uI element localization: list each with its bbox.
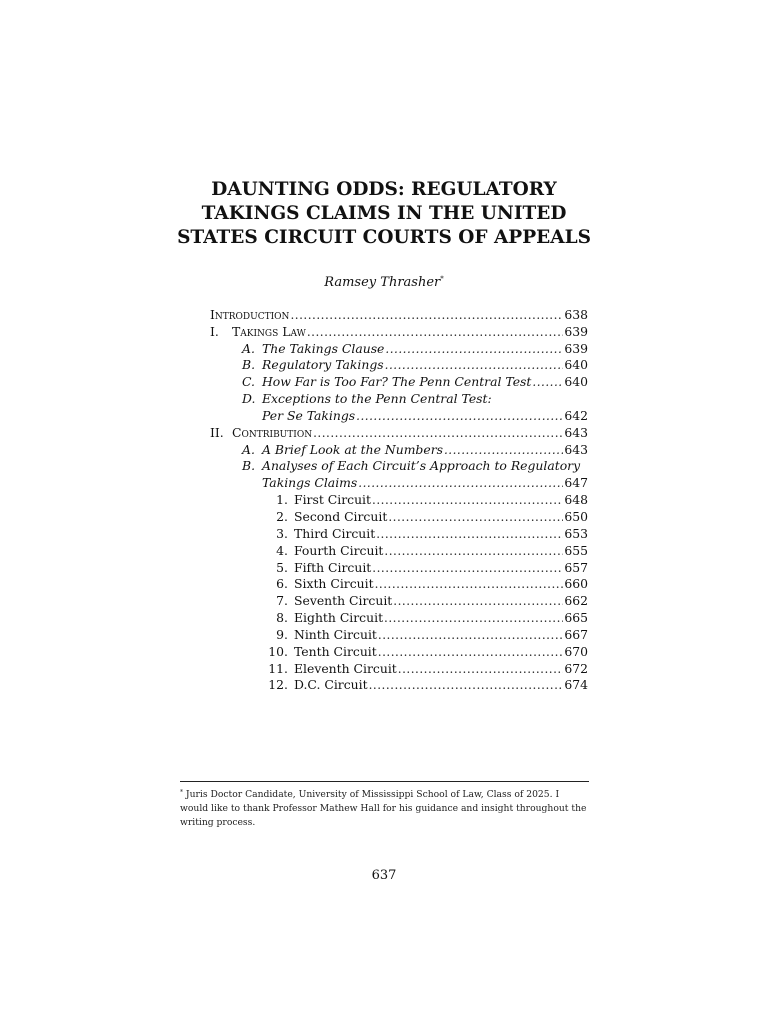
title-line-2: TAKINGS CLAIMS IN THE UNITED: [201, 203, 567, 224]
toc-number: 2.: [276, 508, 288, 524]
toc-label: Regulatory Takings: [262, 357, 384, 373]
toc-label: Analyses of Each Circuit’s Approach to Regulatory: [262, 458, 581, 474]
toc-label: Takings Claims: [262, 475, 358, 491]
toc-label: Contribution: [232, 424, 313, 440]
toc-number: 12.: [268, 677, 288, 693]
toc-page: 640: [564, 374, 588, 390]
toc-entry-circuit: [210, 524, 588, 541]
toc-label: Sixth Circuit: [294, 576, 374, 592]
toc-leader-dots: [385, 358, 564, 372]
toc-leader-dots: [376, 527, 563, 541]
footnote-divider: [180, 781, 589, 782]
toc-entry-2b-continued: [210, 473, 588, 490]
toc-leader-dots: [307, 325, 564, 339]
toc-number: 1.: [276, 492, 288, 508]
toc-number: A.: [242, 441, 255, 457]
toc-number: D.: [242, 391, 256, 407]
toc-page: 670: [564, 643, 588, 659]
toc-leader-dots: [372, 493, 563, 507]
toc-entry-2a: [210, 440, 588, 457]
toc-page: 650: [564, 508, 588, 524]
toc-leader-dots: [384, 544, 563, 558]
toc-leader-dots: [398, 662, 564, 676]
toc-label: How Far is Too Far? The Penn Central Test: [262, 374, 532, 390]
toc-entry-circuit: [210, 541, 588, 558]
toc-label: A Brief Look at the Numbers: [262, 441, 443, 457]
toc-entry-circuit: [210, 608, 588, 625]
toc-number: 9.: [276, 626, 288, 642]
toc-number: I.: [210, 323, 219, 339]
toc-label: Eleventh Circuit: [294, 660, 397, 676]
toc-page: 642: [564, 407, 588, 423]
toc-label: Tenth Circuit: [294, 643, 377, 659]
toc-number: B.: [242, 458, 256, 474]
toc-entry-circuit: [210, 676, 588, 693]
toc-entry-circuit: [210, 507, 588, 524]
toc-label: Eighth Circuit: [294, 610, 384, 626]
toc-leader-dots: [378, 645, 564, 659]
footnote: [180, 786, 589, 830]
toc-leader-dots: [369, 678, 564, 692]
toc-entry-circuit: [210, 575, 588, 592]
toc-leader-dots: [356, 409, 563, 423]
toc-page: 639: [564, 323, 588, 339]
toc-leader-dots: [290, 308, 563, 322]
toc-entry-2b: [210, 457, 588, 474]
toc-entry-circuit: [210, 659, 588, 676]
toc-entry-1d: [210, 389, 588, 406]
toc-label: D.C. Circuit: [294, 677, 368, 693]
toc-entry-circuit: [210, 642, 588, 659]
toc-number: 8.: [276, 610, 288, 626]
toc-leader-dots: [313, 426, 563, 440]
toc-label: Fifth Circuit: [294, 559, 372, 575]
toc-leader-dots: [375, 577, 564, 591]
toc-entry-1d-continued: [210, 406, 588, 423]
article-title: [150, 178, 618, 250]
toc-label: The Takings Clause: [262, 340, 385, 356]
toc-page: 638: [564, 306, 588, 322]
toc-label: Ninth Circuit: [294, 626, 377, 642]
toc-label: Takings Law: [232, 323, 306, 339]
toc-leader-dots: [372, 561, 563, 575]
toc-label: Per Se Takings: [262, 407, 356, 423]
toc-page: 655: [564, 542, 588, 558]
toc-leader-dots: [385, 342, 563, 356]
toc-label: Introduction: [210, 306, 290, 322]
toc-label: Second Circuit: [294, 508, 388, 524]
title-line-3: STATES CIRCUIT COURTS OF APPEALS: [177, 227, 591, 248]
toc-number: 3.: [276, 525, 288, 541]
toc-label: Third Circuit: [294, 525, 376, 541]
toc-page: 648: [564, 492, 588, 508]
toc-page: 647: [564, 475, 588, 491]
toc-page: 657: [564, 559, 588, 575]
toc-page: 672: [564, 660, 588, 676]
toc-number: 11.: [268, 660, 288, 676]
toc-page: 665: [564, 610, 588, 626]
toc-page: 643: [564, 441, 588, 457]
toc-entry-circuit: [210, 558, 588, 575]
toc-label: Seventh Circuit: [294, 593, 393, 609]
toc-leader-dots: [393, 594, 563, 608]
toc-leader-dots: [384, 611, 563, 625]
toc-number: 10.: [268, 643, 288, 659]
toc-leader-dots: [532, 375, 563, 389]
toc-leader-dots: [388, 510, 563, 524]
toc-entry-part-1: [210, 322, 588, 339]
toc-page: 643: [564, 424, 588, 440]
toc-label: Exceptions to the Penn Central Test:: [262, 391, 492, 407]
author-byline: [180, 275, 588, 290]
footnote-text: Juris Doctor Candidate, University of Mississippi School of Law, Class of 2025. I would like to thank Professor Mathew Hall for his guidance and insight throughout the writing process.: [180, 789, 587, 828]
toc-entry-1c: [210, 372, 588, 389]
toc-number: B.: [242, 357, 256, 373]
toc-label: Fourth Circuit: [294, 542, 384, 558]
author-footnote-mark: *: [440, 275, 444, 283]
toc-page: 667: [564, 626, 588, 642]
toc-leader-dots: [378, 628, 563, 642]
toc-page: 640: [564, 357, 588, 373]
toc-number: II.: [210, 424, 224, 440]
toc-page: 660: [564, 576, 588, 592]
page-number: 637: [371, 868, 397, 883]
toc-page: 662: [564, 593, 588, 609]
toc-page: 653: [564, 525, 588, 541]
toc-entry-1a: [210, 339, 588, 356]
toc-entry-circuit: [210, 625, 588, 642]
toc-number: 6.: [276, 576, 288, 592]
toc-number: C.: [242, 374, 255, 390]
toc-entry-part-2: [210, 423, 588, 440]
toc-number: 7.: [276, 593, 288, 609]
toc-leader-dots: [358, 476, 563, 490]
toc-entry-1b: [210, 356, 588, 373]
title-line-1: DAUNTING ODDS: REGULATORY: [211, 179, 557, 200]
toc-number: 4.: [276, 542, 288, 558]
toc-page: 674: [564, 677, 588, 693]
toc-entry-introduction: [210, 305, 588, 322]
author-name: Ramsey Thrasher: [324, 275, 441, 290]
toc-page: 639: [564, 340, 588, 356]
toc-entry-circuit: [210, 591, 588, 608]
footnote-mark: *: [180, 789, 183, 796]
toc-entry-circuit: [210, 490, 588, 507]
toc-label: First Circuit: [294, 492, 371, 508]
toc-leader-dots: [444, 443, 563, 457]
toc-number: A.: [242, 340, 255, 356]
table-of-contents: [210, 305, 588, 692]
toc-number: 5.: [276, 559, 288, 575]
